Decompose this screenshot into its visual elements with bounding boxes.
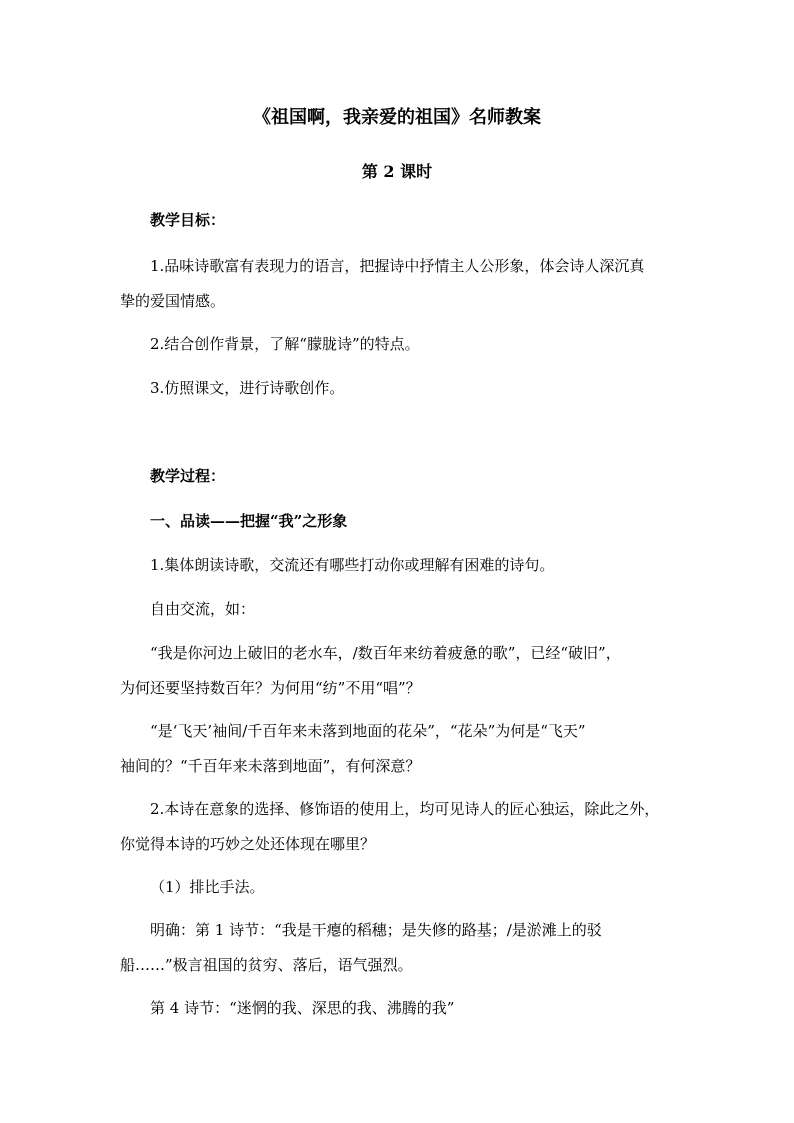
sub-item-1: （1）排比手法。 xyxy=(150,878,265,896)
process-heading: 教学过程： xyxy=(150,467,226,485)
example-2-line-2: 袖间的？“千百年来未落到地面”，有何深意？ xyxy=(120,757,421,775)
objective-item-3: 3.仿照课文，进行诗歌创作。 xyxy=(150,379,345,397)
document-title: 《祖国啊，我亲爱的祖国》名师教案 xyxy=(253,107,541,128)
objective-item-1-line-1: 1.品味诗歌富有表现力的语言，把握诗中抒情主人公形象，体会诗人深沉真 xyxy=(150,257,645,275)
example-1-line-1: “我是你河边上破旧的老水车，/数百年来纺着疲惫的歌”，已经“破旧”， xyxy=(150,644,621,662)
question-1-intro: 自由交流，如： xyxy=(150,600,256,618)
objective-item-1-line-2: 挚的爱国情感。 xyxy=(120,292,226,310)
section-1-heading: 一、品读——把握“我”之形象 xyxy=(150,512,348,530)
question-2-line-2: 你觉得本诗的巧妙之处还体现在哪里？ xyxy=(120,835,376,853)
question-1: 1.集体朗读诗歌，交流还有哪些打动你或理解有困难的诗句。 xyxy=(150,556,555,574)
clarify-line-3: 第 4 诗节：“迷惘的我、深思的我、沸腾的我” xyxy=(150,999,455,1017)
question-2-line-1: 2.本诗在意象的选择、修饰语的使用上，均可见诗人的匠心独运，除此之外， xyxy=(150,800,660,818)
objectives-heading: 教学目标： xyxy=(150,211,226,229)
objective-item-2: 2.结合创作背景，了解“朦胧诗”的特点。 xyxy=(150,335,420,353)
example-1-line-2: 为何还要坚持数百年？为何用“纺”不用“唱”？ xyxy=(120,679,421,697)
clarify-line-2: 船……”极言祖国的贫穷、落后，语气强烈。 xyxy=(120,956,413,974)
example-2-line-1: “是‘飞天’袖间/千百年来未落到地面的花朵”，“花朵”为何是“飞天” xyxy=(150,722,586,740)
clarify-line-1: 明确：第 1 诗节：“我是干瘪的稻穗；是失修的路基；/是淤滩上的驳 xyxy=(150,921,602,939)
lesson-subtitle: 第 2 课时 xyxy=(361,162,433,181)
